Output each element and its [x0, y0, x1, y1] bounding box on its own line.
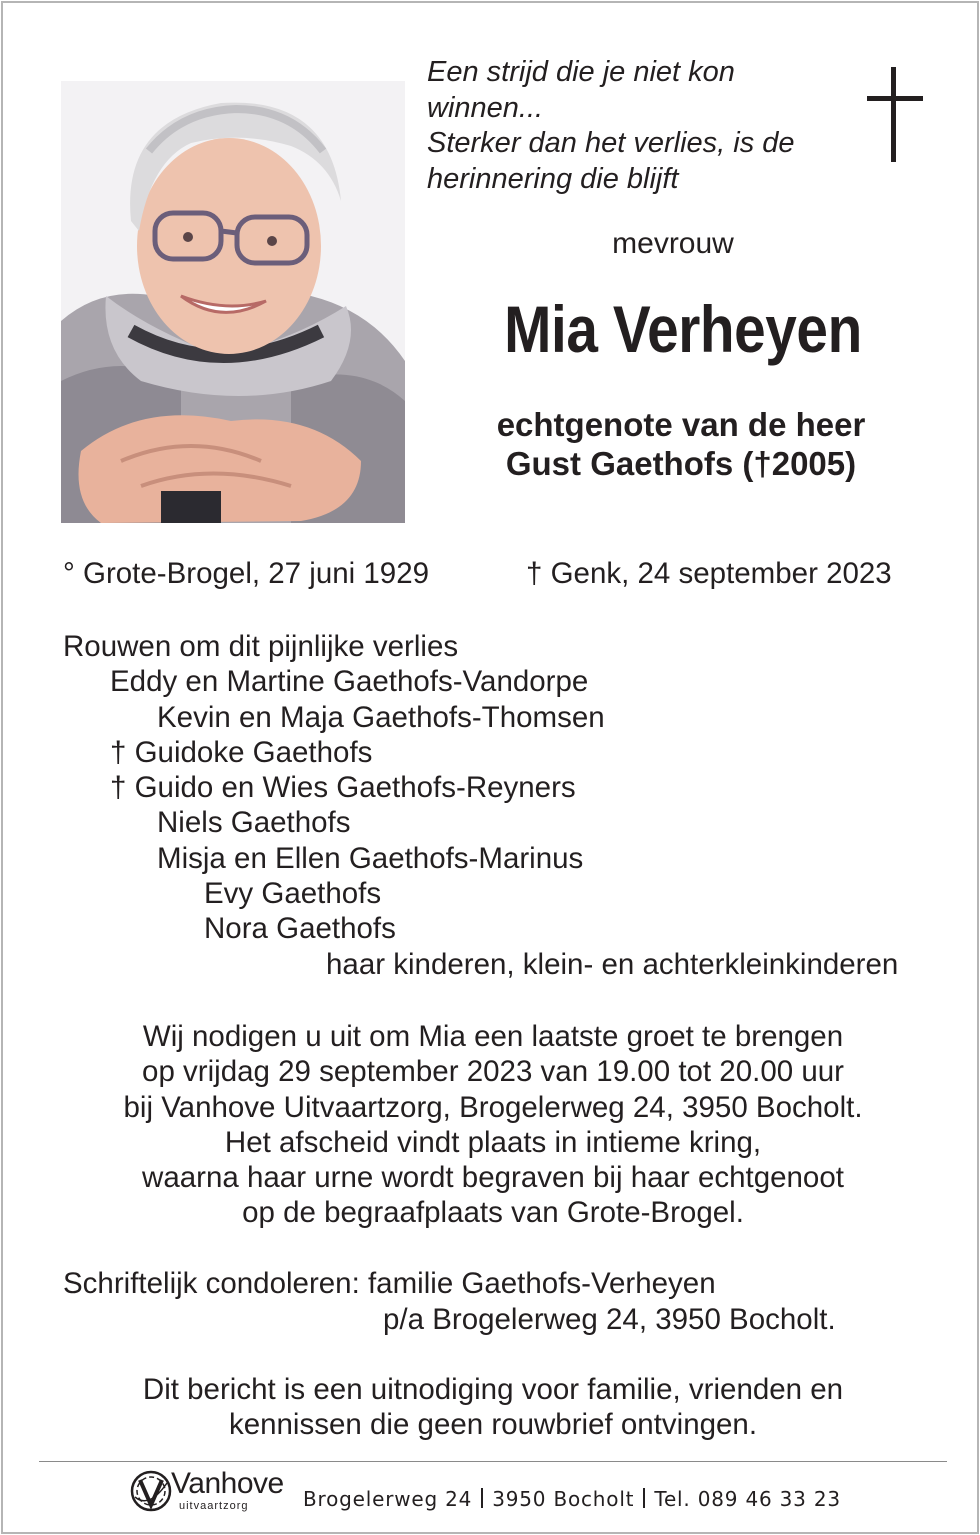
spouse-line: echtgenote van de heer — [496, 406, 866, 443]
invitation-notice — [43, 1372, 943, 1443]
epitaph-quote — [427, 55, 847, 197]
invitation-line: op vrijdag 29 september 2023 van 19.00 tot 20.00 uur — [142, 1055, 844, 1089]
footer-phone: Tel. 089 46 33 23 — [654, 1487, 841, 1511]
cross-icon — [867, 67, 923, 168]
condolence-line: Schriftelijk condoleren: familie Gaethofs-Verheyen — [63, 1267, 716, 1300]
contact-line — [303, 1487, 841, 1511]
footer-city: 3950 Bocholt — [492, 1487, 635, 1511]
quote-line: Een strijd die je niet kon — [427, 56, 735, 88]
notice-line: Dit bericht is een uitnodiging voor familie, vrienden en — [142, 1373, 844, 1406]
condolence-address — [63, 1266, 836, 1337]
invitation-text — [43, 1019, 943, 1231]
brand-subtitle: uitvaartzorg — [179, 1500, 249, 1512]
footer-divider — [39, 1461, 947, 1462]
invitation-line: op de begraafplaats van Grote-Brogel. — [242, 1196, 744, 1230]
invitation-line: Wij nodigen u uit om Mia een laatste groet te brengen — [142, 1020, 844, 1053]
mourner-line: † Guido en Wies Gaethofs-Reyners — [110, 771, 576, 805]
quote-line: Sterker dan het verlies, is de — [427, 127, 795, 159]
condolence-address-line: p/a Brogelerweg 24, 3950 Bocholt. — [383, 1302, 836, 1336]
quote-line: herinnering die blijft — [427, 162, 679, 195]
invitation-line: Het afscheid vindt plaats in intieme kring, — [224, 1125, 762, 1159]
spouse-block — [423, 405, 939, 483]
mourner-line: Nora Gaethofs — [204, 912, 396, 946]
mourner-line: Misja en Ellen Gaethofs-Marinus — [157, 841, 584, 875]
invitation-line: waarna haar urne wordt begraven bij haar echtgenoot — [142, 1161, 844, 1195]
obituary-card — [1, 1, 979, 1534]
quote-line: winnen... — [427, 91, 544, 124]
invitation-line: bij Vanhove Uitvaartzorg, Brogelerweg 24, 3950 Bocholt. — [123, 1090, 863, 1124]
mourners-list — [63, 629, 898, 982]
birth-date: ° Grote-Brogel, 27 juni 1929 — [63, 557, 430, 590]
footer-street: Brogelerweg 24 — [303, 1487, 473, 1511]
vanhove-logo-icon — [129, 1469, 173, 1518]
mourner-line: Niels Gaethofs — [157, 806, 351, 840]
spouse-line: Gust Gaethofs (†2005) — [505, 445, 857, 482]
separator — [643, 1488, 645, 1508]
brand-name: Vanhove — [171, 1467, 284, 1500]
mourners-relation: haar kinderen, klein- en achterkleinkinderen — [326, 947, 899, 981]
mourner-line: † Guidoke Gaethofs — [110, 735, 373, 769]
portrait-photo — [61, 81, 405, 523]
separator — [481, 1488, 483, 1508]
mourner-line: Kevin en Maja Gaethofs-Thomsen — [157, 700, 605, 734]
mourner-line: Eddy en Martine Gaethofs-Vandorpe — [110, 665, 589, 699]
deceased-name: Mia Verheyen — [504, 292, 862, 366]
mourner-line: Evy Gaethofs — [204, 877, 382, 911]
notice-line: kennissen die geen rouwbrief ontvingen. — [228, 1408, 758, 1442]
death-date: † Genk, 24 september 2023 — [526, 557, 892, 590]
honorific: mevrouw — [612, 227, 734, 260]
portrait-illustration — [61, 81, 405, 523]
mourners-intro: Rouwen om dit pijnlijke verlies — [63, 630, 459, 663]
